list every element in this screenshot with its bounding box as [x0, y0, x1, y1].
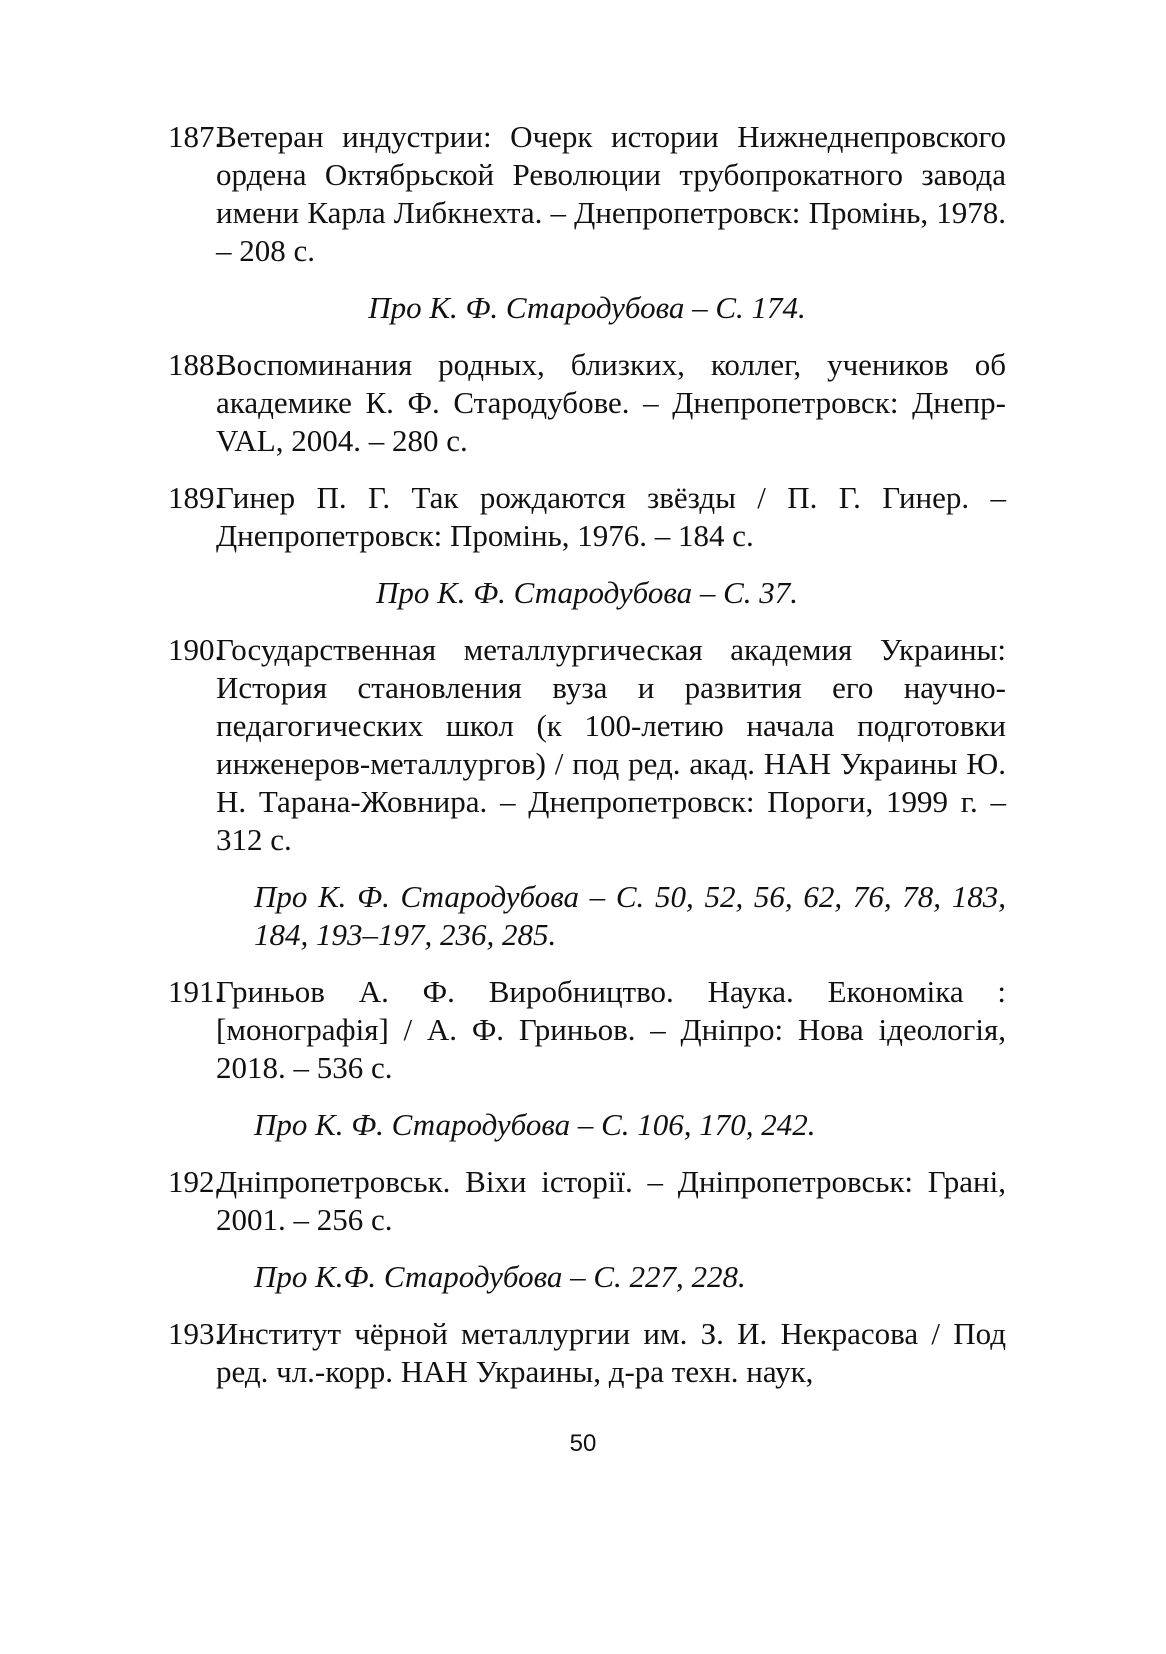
entry-text: Институт чёрной металлургии им. З. И. Некрасова / Под ред. чл.-корр. НАН Украины, д-ра техн. наук,: [216, 1316, 1006, 1389]
entry-192: [168, 1163, 1006, 1239]
page-number: 50: [569, 1430, 597, 1457]
entry-191: [168, 973, 1006, 1087]
entry-number: 189.: [168, 480, 223, 515]
entry-text: Воспоминания родных, близких, коллег, учеников об академике К. Ф. Стародубове. – Днепропетровск: Днепр-VAL, 2004. – 280 с.: [216, 347, 1006, 458]
entry-note: Про К. Ф. Стародубова – С. 174.: [368, 290, 806, 325]
entry-note: Про К. Ф. Стародубова – С. 106, 170, 242.: [254, 1107, 816, 1142]
entry-text: Ветеран индустрии: Очерк истории Нижнеднепровского ордена Октябрьской Революции трубопрокатного завода имени Карла Либкнехта. – Днепропетровск: Промінь, 1978. – 208 с.: [216, 119, 1006, 268]
entry-189: [168, 479, 1006, 555]
entry-note: Про К. Ф. Стародубова – С. 50, 52, 56, 62, 76, 78, 183, 184, 193–197, 236, 285.: [254, 879, 1006, 952]
entry-190: [168, 631, 1006, 859]
entry-number: 191.: [168, 974, 223, 1009]
entry-number: 188.: [168, 347, 223, 382]
entry-193: [168, 1315, 1006, 1391]
entry-number: 193.: [168, 1316, 223, 1351]
entry-text: Дніпропетровськ. Віхи історії. – Дніпропетровськ: Грані, 2001. – 256 с.: [216, 1164, 1006, 1237]
entry-number: 187.: [168, 119, 223, 154]
entry-text: Государственная металлургическая академия Украины: История становления вуза и развития его научно-педагогических школ (к 100-летию начала подготовки инженеров-металлургов) / под ред. акад. НАН Украины Ю. Н. Тарана-Жовнира. – Днепропетровск: Пороги, 1999 г. – 312 с.: [216, 632, 1006, 857]
entry-note: Про К.Ф. Стародубова – С. 227, 228.: [254, 1259, 746, 1294]
entry-text: Гинер П. Г. Так рождаются звёзды / П. Г. Гинер. – Днепропетровск: Промінь, 1976. – 184 с.: [216, 480, 1006, 553]
bibliography-page: [168, 118, 1006, 1410]
entry-187: [168, 118, 1006, 270]
entry-note: Про К. Ф. Стародубова – С. 37.: [375, 575, 798, 610]
entry-text: Гриньов А. Ф. Виробництво. Наука. Економіка : [монографія] / А. Ф. Гриньов. – Дніпро: Нова ідеологія, 2018. – 536 с.: [216, 974, 1006, 1085]
entry-number: 192.: [168, 1164, 223, 1199]
entry-188: [168, 346, 1006, 460]
entry-number: 190.: [168, 632, 223, 667]
